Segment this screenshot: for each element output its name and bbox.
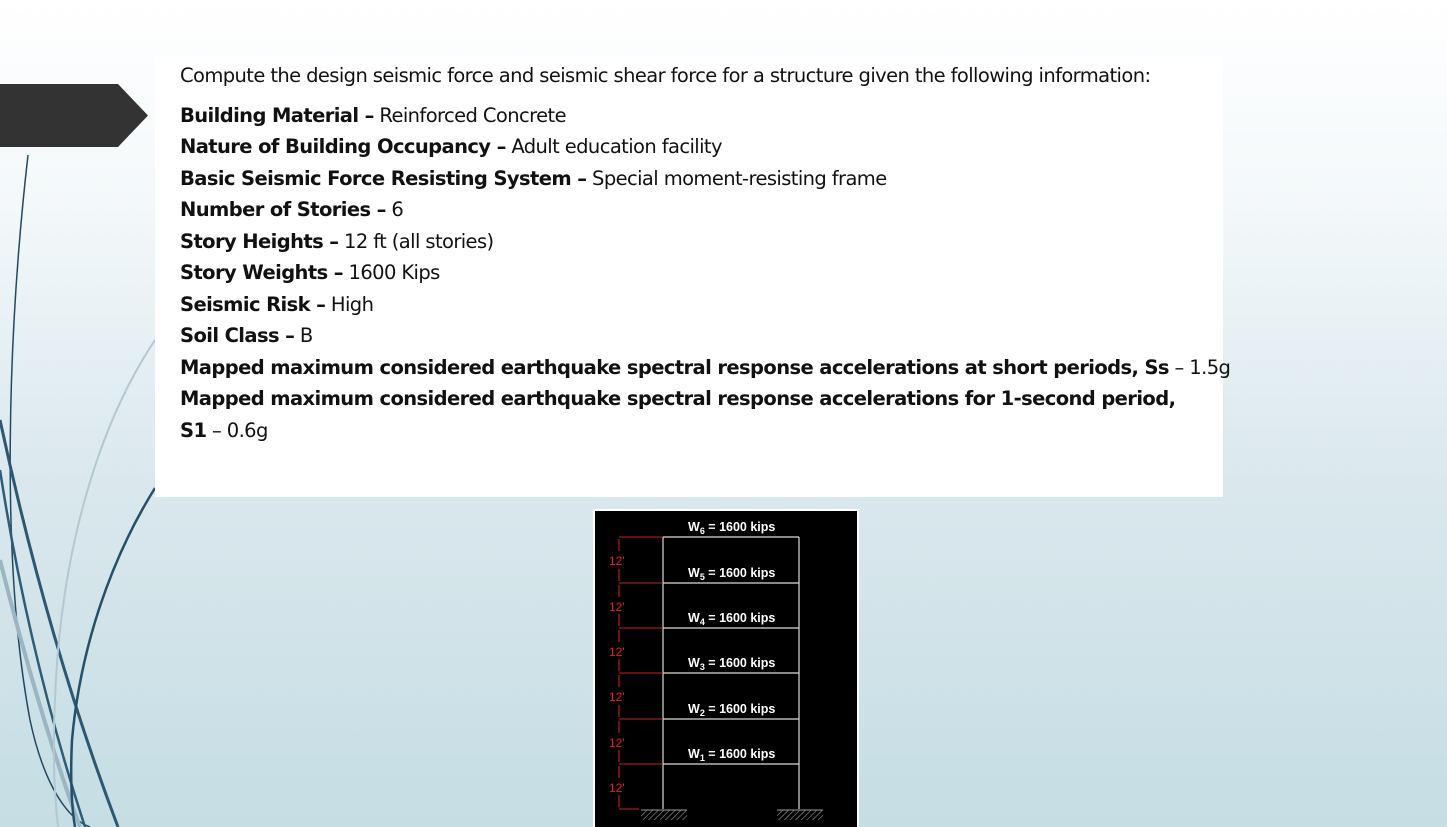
weight-label-4: $W_4 = 1600$ kips bbox=[688, 611, 776, 627]
weight-label-3: $W_3 = 1600$ kips bbox=[688, 656, 776, 672]
given-s1: Mapped maximum considered earthquake spectral response accelerations for 1-second period, S1 – 0.6g bbox=[180, 387, 1176, 442]
slide-tab-marker bbox=[0, 84, 148, 147]
story-height-label-5: 12' bbox=[609, 600, 625, 614]
given-soil-class: Soil Class – B bbox=[180, 324, 313, 347]
weight-label-5: $W_5 = 1600$ kips bbox=[688, 566, 776, 582]
given-number-of-stories: Number of Stories – 6 bbox=[180, 198, 404, 221]
given-resisting-system: Basic Seismic Force Resisting System – Special moment-resisting frame bbox=[180, 166, 887, 190]
weight-label-2: $W_2 = 1600$ kips bbox=[688, 702, 776, 718]
story-height-label-4: 12' bbox=[609, 645, 625, 659]
problem-statement bbox=[180, 60, 1231, 446]
story-height-label-1: 12' bbox=[609, 781, 625, 795]
given-occupancy: Nature of Building Occupancy – Adult education facility bbox=[180, 135, 722, 158]
story-height-label-6: 12' bbox=[609, 554, 625, 568]
left-support-hatch bbox=[641, 810, 687, 820]
problem-intro: Compute the design seismic force and seismic shear force for a structure given the following information: bbox=[180, 64, 1151, 87]
weight-label-1: $W_1 = 1600$ kips bbox=[688, 747, 776, 763]
right-support-hatch bbox=[777, 810, 823, 820]
story-height-label-2: 12' bbox=[609, 736, 625, 750]
given-ss: Mapped maximum considered earthquake spectral response accelerations at short periods, Ss – 1.5g bbox=[180, 355, 1231, 379]
given-story-weights: Story Weights – 1600 Kips bbox=[180, 261, 440, 284]
building-frame-diagram bbox=[595, 511, 857, 827]
building-frame-figure bbox=[593, 509, 859, 827]
weight-label-6: $W_6 = 1600$ kips bbox=[688, 520, 776, 536]
given-story-heights: Story Heights – 12 ft (all stories) bbox=[180, 229, 494, 253]
given-building-material: Building Material – Reinforced Concrete bbox=[180, 103, 566, 127]
story-height-label-3: 12' bbox=[609, 690, 625, 704]
given-seismic-risk: Seismic Risk – High bbox=[180, 292, 374, 316]
dimension-leaders bbox=[619, 537, 663, 809]
